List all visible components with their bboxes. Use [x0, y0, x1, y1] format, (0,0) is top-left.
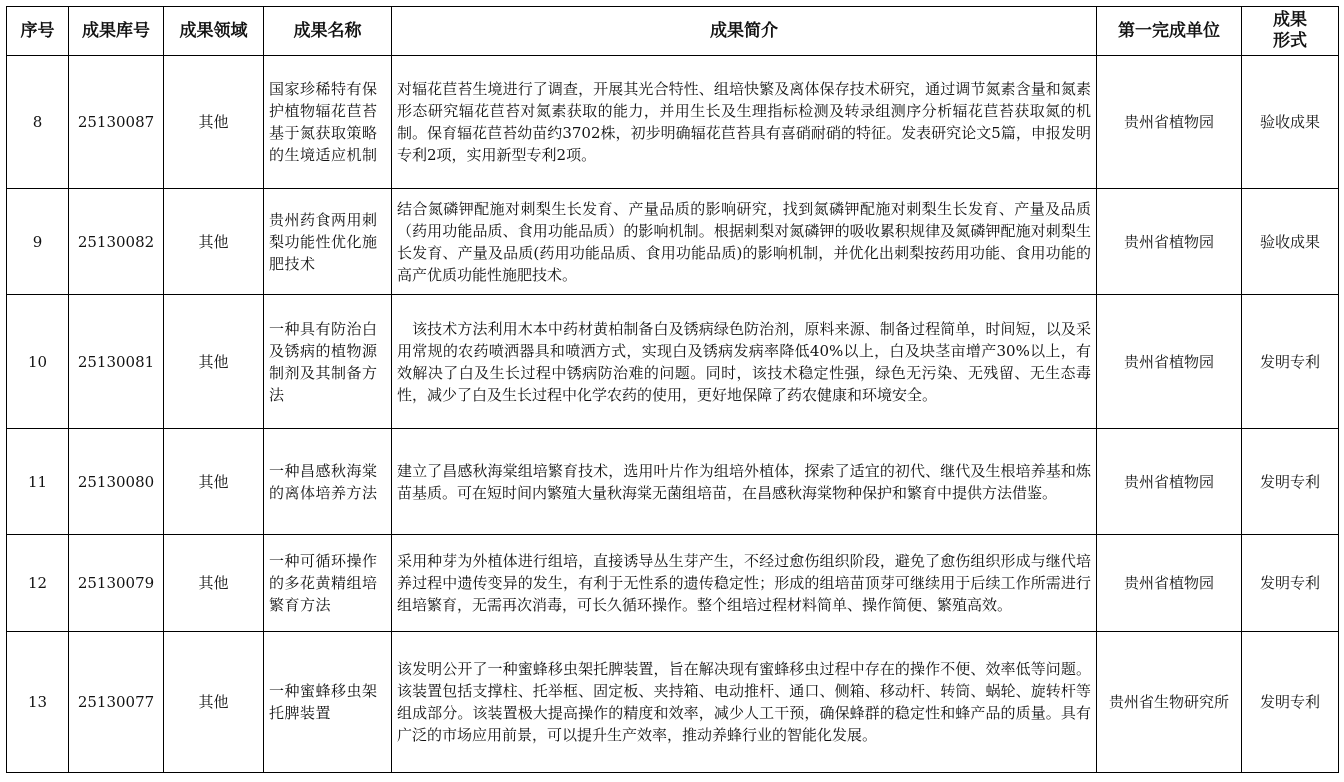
cell-intro: 对辐花苣苔生境进行了调查，开展其光合特性、组培快繁及离体保存技术研究，通过调节氮素含量和氮素形态研究辐花苣苔对氮素获取的能力，并用生长及生理指标检测及转录组测序分析辐花苣苔获取氮的机制。保育辐花苣苔幼苗约3702株，初步明确辐花苣苔具有喜硝耐硝的特征。发表研究论文5篇，申报发明专利2项，实用新型专利2项。 [392, 56, 1097, 189]
cell-form: 发明专利 [1242, 295, 1339, 429]
header-code: 成果库号 [69, 7, 164, 56]
cell-field: 其他 [164, 429, 264, 535]
cell-code: 25130077 [69, 632, 164, 773]
cell-field: 其他 [164, 535, 264, 632]
cell-form: 发明专利 [1242, 535, 1339, 632]
cell-unit: 贵州省植物园 [1097, 189, 1242, 295]
cell-code: 25130080 [69, 429, 164, 535]
cell-intro: 建立了昌感秋海棠组培繁育技术，选用叶片作为组培外植体，探索了适宜的初代、继代及生根培养基和炼苗基质。可在短时间内繁殖大量秋海棠无菌组培苗，在昌感秋海棠物种保护和繁育中提供方法借鉴。 [392, 429, 1097, 535]
cell-unit: 贵州省植物园 [1097, 535, 1242, 632]
cell-index: 12 [7, 535, 69, 632]
cell-code: 25130087 [69, 56, 164, 189]
header-form-line1: 成果 [1273, 10, 1307, 30]
cell-field: 其他 [164, 295, 264, 429]
table-row [7, 535, 1339, 632]
cell-unit: 贵州省植物园 [1097, 56, 1242, 189]
cell-form: 发明专利 [1242, 632, 1339, 773]
cell-field: 其他 [164, 189, 264, 295]
header-row [7, 7, 1339, 56]
cell-name: 一种可循环操作的多花黄精组培繁育方法 [264, 535, 392, 632]
cell-index: 9 [7, 189, 69, 295]
cell-field: 其他 [164, 56, 264, 189]
table-header [7, 7, 1339, 56]
header-field: 成果领域 [164, 7, 264, 56]
cell-intro: 该技术方法利用木本中药材黄柏制备白及锈病绿色防治剂，原料来源、制备过程简单，时间短，以及采用常规的农药喷洒器具和喷洒方式，实现白及锈病发病率降低40%以上，白及块茎亩增产30%以上，有效解决了白及生长过程中锈病防治难的问题。同时，该技术稳定性强，绿色无污染、无残留、无生态毒性，减少了白及生长过程中化学农药的使用，更好地保障了药农健康和环境安全。 [392, 295, 1097, 429]
table-row [7, 56, 1339, 189]
table-row [7, 429, 1339, 535]
cell-form: 验收成果 [1242, 189, 1339, 295]
cell-name: 一种具有防治白及锈病的植物源制剂及其制备方法 [264, 295, 392, 429]
cell-index: 11 [7, 429, 69, 535]
cell-index: 10 [7, 295, 69, 429]
cell-name: 一种昌感秋海棠的离体培养方法 [264, 429, 392, 535]
cell-unit: 贵州省植物园 [1097, 429, 1242, 535]
header-unit: 第一完成单位 [1097, 7, 1242, 56]
cell-intro: 采用种芽为外植体进行组培，直接诱导丛生芽产生，不经过愈伤组织阶段，避免了愈伤组织形成与继代培养过程中遗传变异的发生，有利于无性系的遗传稳定性；形成的组培苗顶芽可继续用于后续工作所需进行组培繁育，无需再次消毒，可长久循环操作。整个组培过程材料简单、操作简便、繁殖高效。 [392, 535, 1097, 632]
cell-intro: 该发明公开了一种蜜蜂移虫架托脾装置，旨在解决现有蜜蜂移虫过程中存在的操作不便、效率低等问题。该装置包括支撑柱、托举框、固定板、夹持箱、电动推杆、通口、侧箱、移动杆、转筒、蜗轮、旋转杆等组成部分。该装置极大提高操作的精度和效率，减少人工干预，确保蜂群的稳定性和蜂产品的质量。具有广泛的市场应用前景，可以提升生产效率，推动养蜂行业的智能化发展。 [392, 632, 1097, 773]
cell-code: 25130079 [69, 535, 164, 632]
header-index: 序号 [7, 7, 69, 56]
cell-form: 发明专利 [1242, 429, 1339, 535]
cell-field: 其他 [164, 632, 264, 773]
cell-unit: 贵州省植物园 [1097, 295, 1242, 429]
achievements-table [6, 6, 1339, 773]
cell-unit: 贵州省生物研究所 [1097, 632, 1242, 773]
header-intro: 成果简介 [392, 7, 1097, 56]
cell-code: 25130082 [69, 189, 164, 295]
table-row [7, 189, 1339, 295]
table-row [7, 295, 1339, 429]
cell-index: 8 [7, 56, 69, 189]
table-row [7, 632, 1339, 773]
cell-index: 13 [7, 632, 69, 773]
header-form [1242, 7, 1339, 56]
table-body [7, 56, 1339, 773]
cell-name: 一种蜜蜂移虫架托脾装置 [264, 632, 392, 773]
cell-intro: 结合氮磷钾配施对刺梨生长发育、产量品质的影响研究，找到氮磷钾配施对刺梨生长发育、产量及品质（药用功能品质、食用功能品质）的影响机制。根据刺梨对氮磷钾的吸收累积规律及氮磷钾配施对刺梨生长发育、产量及品质(药用功能品质、食用功能品质)的影响机制，并优化出刺梨按药用功能、食用功能的高产优质功能性施肥技术。 [392, 189, 1097, 295]
cell-form: 验收成果 [1242, 56, 1339, 189]
cell-name: 贵州药食两用刺梨功能性优化施肥技术 [264, 189, 392, 295]
header-form-line2: 形式 [1273, 31, 1307, 51]
cell-code: 25130081 [69, 295, 164, 429]
cell-name: 国家珍稀特有保护植物辐花苣苔基于氮获取策略的生境适应机制 [264, 56, 392, 189]
header-name: 成果名称 [264, 7, 392, 56]
